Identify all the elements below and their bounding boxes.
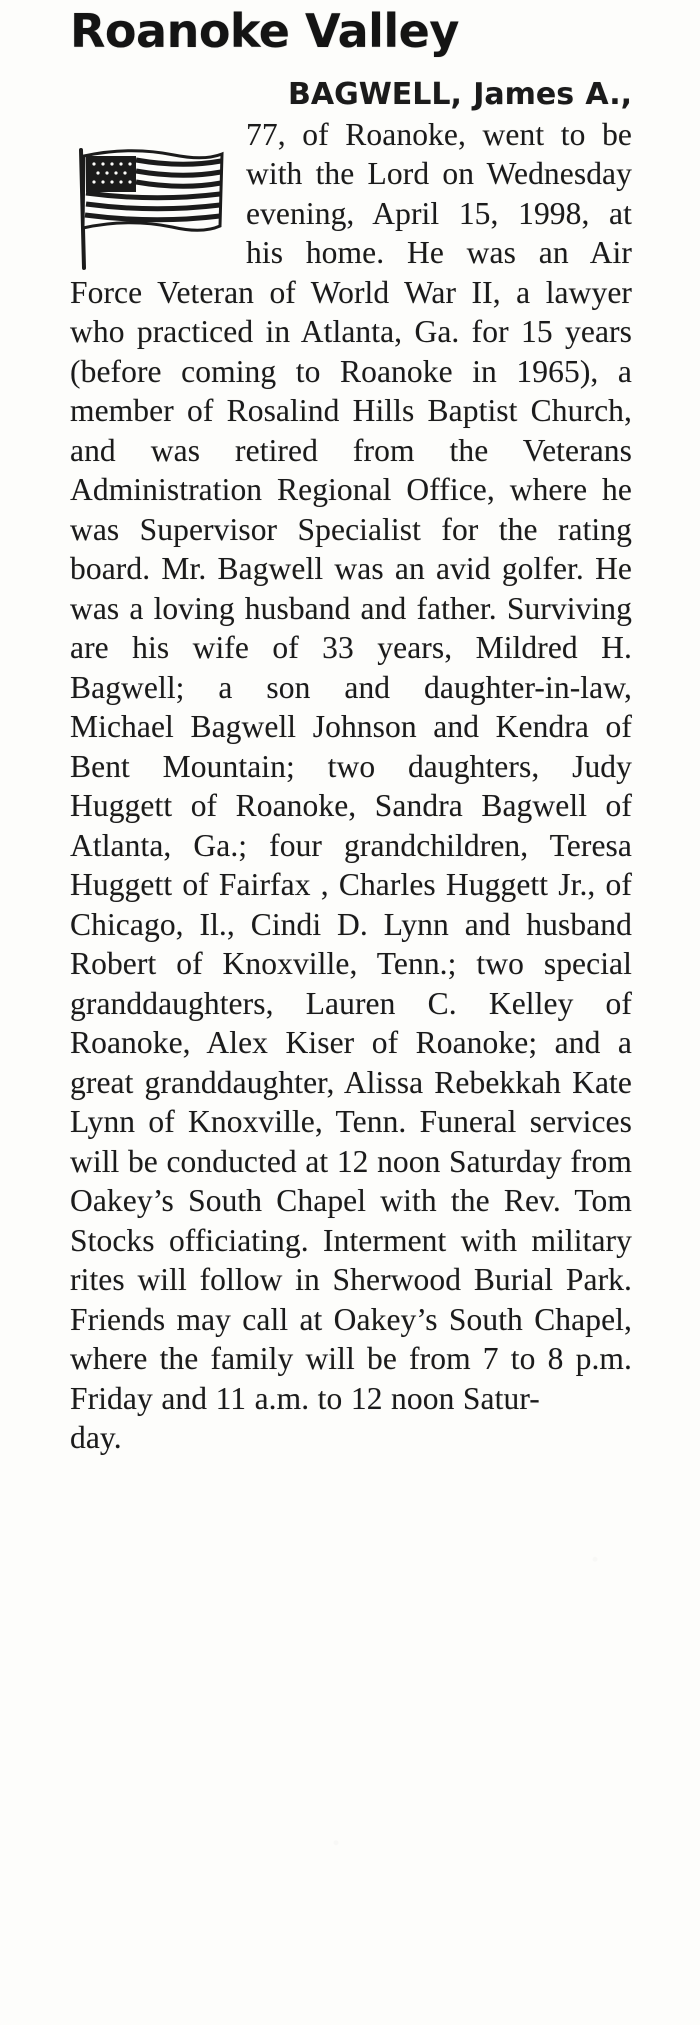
obituary-column (40, 0, 660, 1478)
obituary-body-tail: day. (70, 1420, 122, 1455)
obituary-text (70, 74, 632, 1418)
obituary-body: 77, of Roanoke, went to be with the Lord on Wednesday evening, April 15, 1998, at his home. He was an Air Force Veteran of World War II, a lawyer who practiced in Atlanta, Ga. for 15 years (before coming to Roanoke in 1965), a member of Rosalind Hills Baptist Church, and was retired from the Veterans Administration Regional Office, where he was Supervisor Specialist for the rating board. Mr. Bagwell was an avid golfer. He was a loving husband and father. Surviving are his wife of 33 years, Mildred H. Bagwell; a son and daughter-in-law, Michael Bagwell Johnson and Kendra of Bent Mountain; two daughters, Judy Huggett of Roanoke, Sandra Bagwell of Atlanta, Ga.; four grandchildren, Teresa Huggett of Fairfax , Charles Huggett Jr., of Chicago, Il., Cindi D. Lynn and husband Robert of Knoxville, Tenn.; two special granddaughters, Lauren C. Kelley of Roanoke, Alex Kiser of Roanoke; and a great granddaughter, Alissa Rebekkah Kate Lynn of Knoxville, Tenn. Funeral services will be conducted at 12 noon Saturday from Oakey’s South Chapel with the Rev. Tom Stocks officiating. Interment with military rites will follow in Sherwood Burial Park. Friends may call at Oakey’s South Chapel, where the family will be from 7 to 8 p.m. Friday and 11 a.m. to 12 noon Satur- (70, 116, 632, 1416)
page-title: Roanoke Valley (70, 4, 459, 58)
deceased-name: BAGWELL, James A., (288, 77, 632, 112)
american-flag-icon (70, 120, 230, 270)
